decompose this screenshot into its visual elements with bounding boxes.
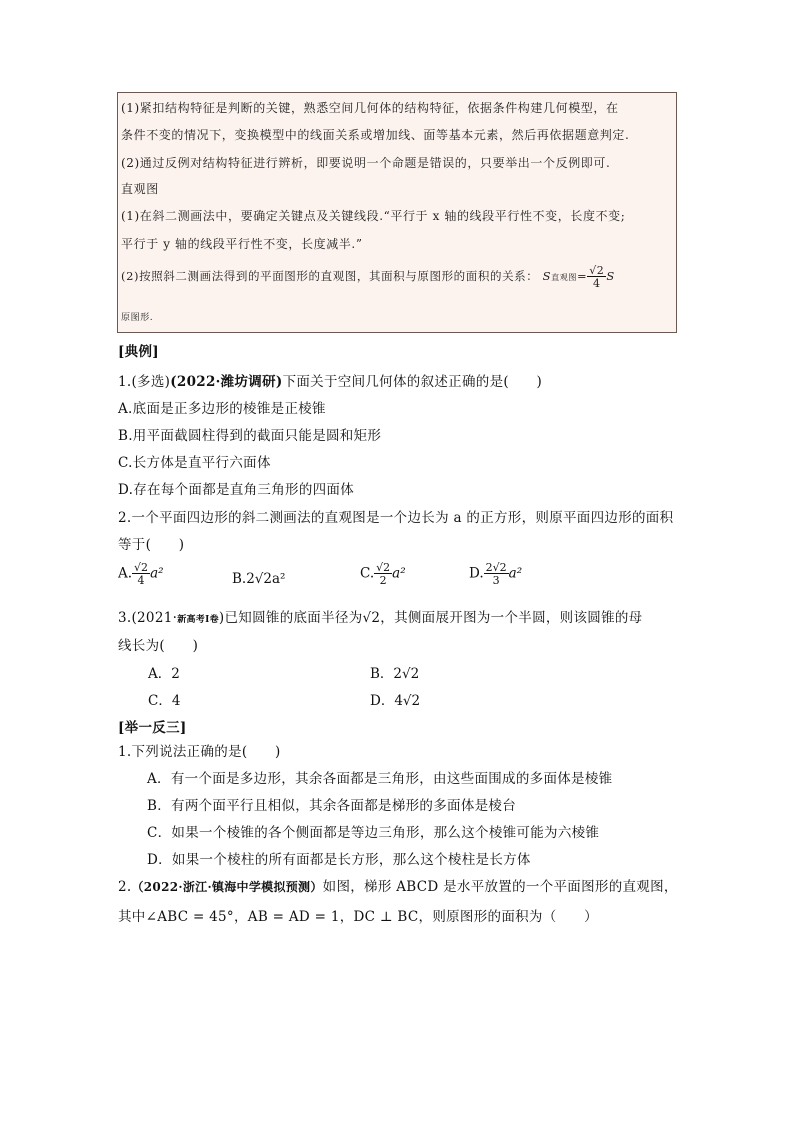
formula-equals: = [576,269,588,283]
p2-source: （2022·浙江·镇海中学模拟预测） [131,880,323,894]
q2-option-c-fraction [374,562,392,586]
q2-option-a-den: 4 [137,574,145,587]
q3-source: 新高考Ⅰ卷 [177,615,219,625]
q3-option-b: B．2√2 [370,666,420,682]
q1-option-d: D.存在每个面都是直角三角形的四面体 [118,482,355,498]
p2-prefix: 2. [118,879,132,895]
q2-line-1: 2.一个平面四边形的斜二测画法的直观图是一个边长为 a 的正方形，则原平面四边形的面积 [118,510,674,526]
summary-line-2: 条件不变的情况下，变换模型中的线面关系或增加线、面等基本元素，然后再依据题意判定. [121,128,630,142]
formula-denominator: 4 [593,277,601,290]
p1-option-b: B．有两个面平行且相似，其余各面都是梯形的多面体是棱台 [147,798,517,814]
formula-s: S [542,269,552,283]
summary-line-6: 平行于 y 轴的线段平行性不变，长度减半.” [121,237,363,251]
p1-option-a: A．有一个面是多边形，其余各面都是三角形，由这些面围成的多面体是棱锥 [147,771,613,787]
q2-option-a-tail: a² [150,565,164,582]
p2-line-1 [118,875,678,895]
formula-s-tail: S [606,269,615,283]
summary-line-1: (1)紧扣结构特征是判断的关键，熟悉空间几何体的结构特征，依据条件构建几何模型，在 [121,101,619,115]
q3-option-c: C．4 [148,693,181,709]
example-heading: [典例] [118,344,159,360]
q3-line-2: 线长为( ) [118,638,199,654]
q2-option-d-fraction [484,562,509,586]
q2-option-d [469,562,522,586]
p1-option-d: D．如果一个棱柱的所有面都是长方形，那么这个棱柱是长方体 [147,852,531,868]
q2-line-2: 等于( ) [118,537,185,553]
q1-stem-line [118,370,542,390]
q2-option-a-fraction [132,562,150,586]
q1-option-b: B.用平面截圆柱得到的截面只能是圆和矩形 [118,428,382,444]
q3-stem: )已知圆锥的底面半径为√2，其侧面展开图为一个半圆，则该圆锥的母 [218,610,643,626]
summary-line-7 [121,265,615,289]
p1-option-c: C．如果一个棱锥的各个侧面都是等边三角形，那么这个棱锥可能为六棱锥 [147,825,600,841]
summary-box [117,92,677,333]
p1-stem: 1.下列说法正确的是( ) [118,744,281,760]
summary-line-7-prefix: (2)按照斜二测画法得到的平面图形的直观图，其面积与原图形的面积的关系： [121,269,539,283]
q2-option-b: B.2√2a² [232,571,286,587]
q1-prefix: 1.(多选) [118,374,171,390]
q2-option-c-tail: a² [392,565,406,582]
q2-option-d-num: 2√2 [485,561,507,574]
p2-stem: 如图，梯形 ABCD 是水平放置的一个平面图形的直观图， [322,879,678,895]
q2-option-a-num: √2 [134,561,149,574]
q1-source: (2022·潍坊调研) [170,374,283,390]
q2-option-d-tail: a² [508,565,523,582]
q1-stem: 下面关于空间几何体的叙述正确的是( ) [282,374,543,390]
q2-option-d-den: 3 [492,574,500,587]
p2-line-2: 其中∠ABC = 45°，AB = AD = 1，DC ⊥ BC，则原图形的面积为（ ） [118,909,598,925]
q2-option-c-label: C. [360,565,375,582]
q3-option-a: A．2 [148,666,180,682]
summary-line-5: (1)在斜二测画法中，要确定关键点及关键线段.“平行于 x 轴的线段平行性不变，长度不变; [121,209,626,223]
q1-option-c: C.长方体是直平行六面体 [118,455,271,471]
summary-line-8: 原图形. [121,313,154,323]
summary-line-4: 直观图 [121,182,159,196]
q2-option-c-den: 2 [379,574,387,587]
formula-sub-zhiguantu: 直观图 [551,273,577,282]
formula-fraction [587,265,606,289]
q3-line-1 [118,606,642,626]
q2-option-a [118,562,164,586]
q2-option-c-num: √2 [376,561,391,574]
q3-prefix: 3.(2021· [118,610,178,626]
q2-option-d-label: D. [469,565,484,582]
formula-numerator: √2 [589,264,605,277]
q2-option-c [360,562,406,586]
practice-heading: [举一反三] [118,720,187,736]
summary-line-3: (2)通过反例对结构特征进行辨析，即要说明一个命题是错误的，只要举出一个反例即可. [121,156,611,170]
q3-option-d: D．4√2 [370,693,421,709]
q1-option-a: A.底面是正多边形的棱锥是正棱锥 [118,401,326,417]
q2-option-a-label: A. [118,565,133,582]
